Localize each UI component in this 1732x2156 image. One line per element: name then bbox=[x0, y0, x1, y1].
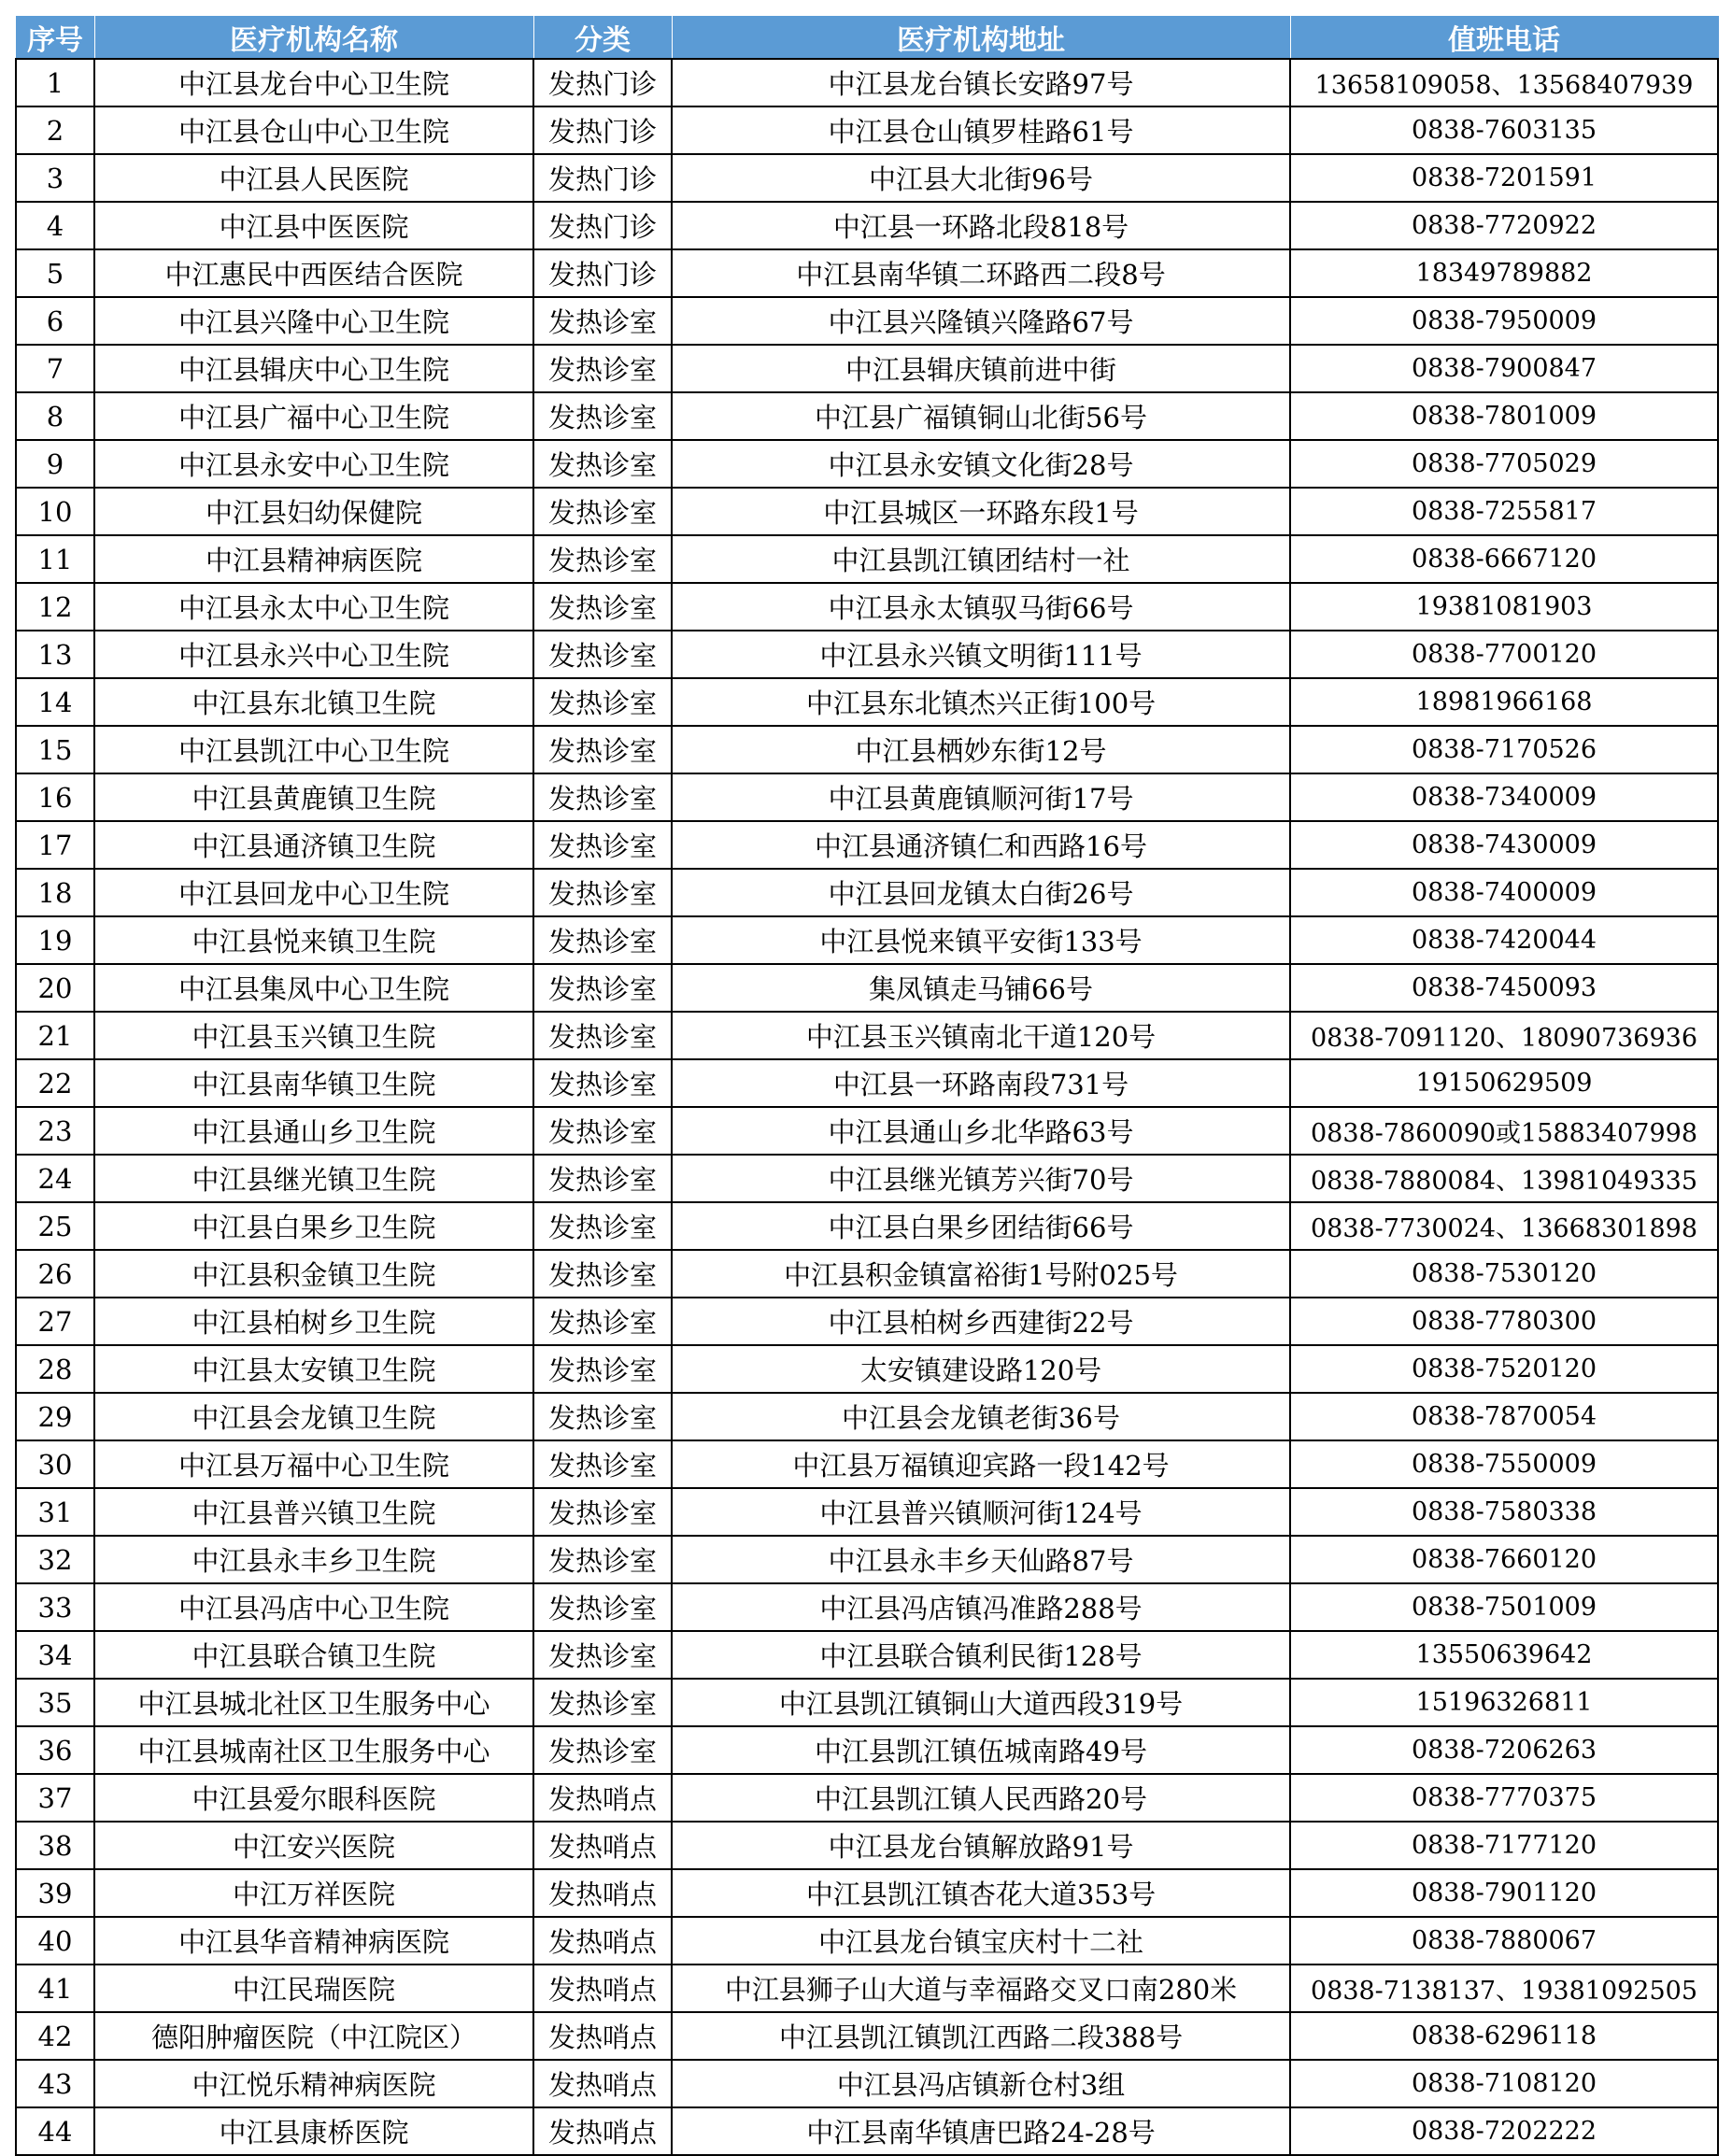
cell-institution-name: 中江民瑞医院 bbox=[94, 1965, 533, 2012]
cell-category: 发热哨点 bbox=[533, 2012, 672, 2060]
cell-address: 中江县龙台镇解放路91号 bbox=[672, 1822, 1290, 1869]
cell-category: 发热诊室 bbox=[533, 869, 672, 916]
cell-index: 10 bbox=[16, 488, 94, 535]
cell-duty-phone: 0838-7901120 bbox=[1290, 1869, 1718, 1917]
cell-duty-phone: 0838-7520120 bbox=[1290, 1345, 1718, 1393]
cell-category: 发热门诊 bbox=[533, 59, 672, 106]
cell-category: 发热诊室 bbox=[533, 1726, 672, 1774]
table-row bbox=[16, 631, 1718, 678]
header-institution-name: 医疗机构名称 bbox=[94, 17, 533, 60]
table-row bbox=[16, 1965, 1718, 2012]
cell-index: 40 bbox=[16, 1917, 94, 1965]
cell-address: 中江县凯江镇伍城南路49号 bbox=[672, 1726, 1290, 1774]
cell-category: 发热诊室 bbox=[533, 1536, 672, 1583]
cell-category: 发热诊室 bbox=[533, 726, 672, 773]
cell-institution-name: 中江县冯店中心卫生院 bbox=[94, 1583, 533, 1631]
cell-institution-name: 中江县永安中心卫生院 bbox=[94, 440, 533, 488]
cell-index: 24 bbox=[16, 1155, 94, 1202]
cell-duty-phone: 18349789882 bbox=[1290, 249, 1718, 297]
table-row bbox=[16, 773, 1718, 821]
cell-duty-phone: 0838-7801009 bbox=[1290, 392, 1718, 440]
cell-index: 44 bbox=[16, 2107, 94, 2155]
cell-address: 中江县狮子山大道与幸福路交叉口南280米 bbox=[672, 1965, 1290, 2012]
cell-category: 发热诊室 bbox=[533, 1345, 672, 1393]
table-row bbox=[16, 1917, 1718, 1965]
cell-duty-phone: 0838-7770375 bbox=[1290, 1774, 1718, 1822]
cell-index: 20 bbox=[16, 964, 94, 1012]
cell-duty-phone: 0838-7900847 bbox=[1290, 345, 1718, 392]
cell-category: 发热诊室 bbox=[533, 297, 672, 345]
table-row bbox=[16, 345, 1718, 392]
cell-category: 发热诊室 bbox=[533, 1679, 672, 1726]
cell-index: 1 bbox=[16, 59, 94, 106]
cell-category: 发热哨点 bbox=[533, 1774, 672, 1822]
cell-institution-name: 中江县城南社区卫生服务中心 bbox=[94, 1726, 533, 1774]
cell-index: 38 bbox=[16, 1822, 94, 1869]
table-row bbox=[16, 583, 1718, 631]
table-row bbox=[16, 392, 1718, 440]
cell-index: 12 bbox=[16, 583, 94, 631]
cell-category: 发热哨点 bbox=[533, 1822, 672, 1869]
cell-category: 发热诊室 bbox=[533, 440, 672, 488]
cell-index: 9 bbox=[16, 440, 94, 488]
cell-index: 31 bbox=[16, 1488, 94, 1536]
table-row bbox=[16, 249, 1718, 297]
cell-index: 41 bbox=[16, 1965, 94, 2012]
cell-institution-name: 德阳肿瘤医院（中江院区） bbox=[94, 2012, 533, 2060]
cell-index: 39 bbox=[16, 1869, 94, 1917]
table-row bbox=[16, 1345, 1718, 1393]
cell-duty-phone: 0838-7720922 bbox=[1290, 202, 1718, 249]
cell-institution-name: 中江县辑庆中心卫生院 bbox=[94, 345, 533, 392]
cell-duty-phone: 0838-7530120 bbox=[1290, 1250, 1718, 1298]
table-row bbox=[16, 916, 1718, 964]
table-row bbox=[16, 1726, 1718, 1774]
cell-duty-phone: 0838-6296118 bbox=[1290, 2012, 1718, 2060]
cell-address: 中江县南华镇二环路西二段8号 bbox=[672, 249, 1290, 297]
cell-institution-name: 中江惠民中西医结合医院 bbox=[94, 249, 533, 297]
cell-address: 中江县回龙镇太白街26号 bbox=[672, 869, 1290, 916]
cell-duty-phone: 0838-7780300 bbox=[1290, 1298, 1718, 1345]
table-row bbox=[16, 440, 1718, 488]
cell-duty-phone: 0838-7660120 bbox=[1290, 1536, 1718, 1583]
cell-category: 发热诊室 bbox=[533, 583, 672, 631]
cell-duty-phone: 0838-7870054 bbox=[1290, 1393, 1718, 1440]
cell-institution-name: 中江县积金镇卫生院 bbox=[94, 1250, 533, 1298]
cell-institution-name: 中江县永兴中心卫生院 bbox=[94, 631, 533, 678]
cell-category: 发热诊室 bbox=[533, 1059, 672, 1107]
cell-institution-name: 中江县妇幼保健院 bbox=[94, 488, 533, 535]
table-row bbox=[16, 726, 1718, 773]
cell-category: 发热诊室 bbox=[533, 1155, 672, 1202]
cell-category: 发热门诊 bbox=[533, 202, 672, 249]
cell-category: 发热诊室 bbox=[533, 1583, 672, 1631]
table-container bbox=[15, 16, 1719, 2156]
cell-index: 13 bbox=[16, 631, 94, 678]
cell-category: 发热哨点 bbox=[533, 1917, 672, 1965]
table-row bbox=[16, 1202, 1718, 1250]
cell-index: 11 bbox=[16, 535, 94, 583]
cell-duty-phone: 0838-7340009 bbox=[1290, 773, 1718, 821]
cell-index: 32 bbox=[16, 1536, 94, 1583]
cell-address: 中江县白果乡团结街66号 bbox=[672, 1202, 1290, 1250]
cell-duty-phone: 0838-7206263 bbox=[1290, 1726, 1718, 1774]
cell-institution-name: 中江县太安镇卫生院 bbox=[94, 1345, 533, 1393]
cell-category: 发热哨点 bbox=[533, 1965, 672, 2012]
cell-institution-name: 中江县普兴镇卫生院 bbox=[94, 1488, 533, 1536]
cell-institution-name: 中江县兴隆中心卫生院 bbox=[94, 297, 533, 345]
cell-institution-name: 中江县会龙镇卫生院 bbox=[94, 1393, 533, 1440]
table-row bbox=[16, 1774, 1718, 1822]
cell-address: 太安镇建设路120号 bbox=[672, 1345, 1290, 1393]
table-body bbox=[16, 59, 1718, 2155]
cell-address: 中江县栖妙东街12号 bbox=[672, 726, 1290, 773]
cell-address: 中江县大北街96号 bbox=[672, 154, 1290, 202]
cell-index: 8 bbox=[16, 392, 94, 440]
cell-address: 中江县通济镇仁和西路16号 bbox=[672, 821, 1290, 869]
table-row bbox=[16, 1583, 1718, 1631]
table-row bbox=[16, 202, 1718, 249]
cell-institution-name: 中江万祥医院 bbox=[94, 1869, 533, 1917]
cell-address: 中江县辑庆镇前进中街 bbox=[672, 345, 1290, 392]
cell-address: 中江县柏树乡西建街22号 bbox=[672, 1298, 1290, 1345]
cell-duty-phone: 0838-7177120 bbox=[1290, 1822, 1718, 1869]
table-header bbox=[16, 17, 1718, 60]
cell-address: 中江县冯店镇冯准路288号 bbox=[672, 1583, 1290, 1631]
table-row bbox=[16, 1155, 1718, 1202]
cell-institution-name: 中江县精神病医院 bbox=[94, 535, 533, 583]
cell-institution-name: 中江县人民医院 bbox=[94, 154, 533, 202]
cell-category: 发热诊室 bbox=[533, 631, 672, 678]
cell-duty-phone: 0838-7603135 bbox=[1290, 106, 1718, 154]
cell-institution-name: 中江悦乐精神病医院 bbox=[94, 2060, 533, 2107]
cell-duty-phone: 0838-7201591 bbox=[1290, 154, 1718, 202]
cell-duty-phone: 0838-7255817 bbox=[1290, 488, 1718, 535]
cell-index: 22 bbox=[16, 1059, 94, 1107]
cell-category: 发热诊室 bbox=[533, 1202, 672, 1250]
cell-category: 发热诊室 bbox=[533, 1393, 672, 1440]
cell-institution-name: 中江县仓山中心卫生院 bbox=[94, 106, 533, 154]
cell-address: 中江县永安镇文化街28号 bbox=[672, 440, 1290, 488]
cell-duty-phone: 19381081903 bbox=[1290, 583, 1718, 631]
cell-address: 中江县永兴镇文明街111号 bbox=[672, 631, 1290, 678]
cell-institution-name: 中江安兴医院 bbox=[94, 1822, 533, 1869]
cell-institution-name: 中江县通济镇卫生院 bbox=[94, 821, 533, 869]
table-row bbox=[16, 1393, 1718, 1440]
cell-duty-phone: 19150629509 bbox=[1290, 1059, 1718, 1107]
cell-duty-phone: 0838-7400009 bbox=[1290, 869, 1718, 916]
cell-institution-name: 中江县龙台中心卫生院 bbox=[94, 59, 533, 106]
table-row bbox=[16, 535, 1718, 583]
cell-index: 30 bbox=[16, 1440, 94, 1488]
header-row bbox=[16, 17, 1718, 60]
table-row bbox=[16, 1536, 1718, 1583]
cell-address: 中江县凯江镇杏花大道353号 bbox=[672, 1869, 1290, 1917]
header-category: 分类 bbox=[533, 17, 672, 60]
table-row bbox=[16, 2107, 1718, 2155]
table-row bbox=[16, 1869, 1718, 1917]
cell-category: 发热诊室 bbox=[533, 535, 672, 583]
cell-address: 中江县龙台镇长安路97号 bbox=[672, 59, 1290, 106]
cell-address: 中江县永太镇驭马街66号 bbox=[672, 583, 1290, 631]
cell-category: 发热诊室 bbox=[533, 488, 672, 535]
table-row bbox=[16, 106, 1718, 154]
cell-index: 35 bbox=[16, 1679, 94, 1726]
cell-duty-phone: 18981966168 bbox=[1290, 678, 1718, 726]
cell-index: 18 bbox=[16, 869, 94, 916]
cell-address: 中江县凯江镇凯江西路二段388号 bbox=[672, 2012, 1290, 2060]
cell-category: 发热哨点 bbox=[533, 2107, 672, 2155]
cell-category: 发热诊室 bbox=[533, 916, 672, 964]
cell-institution-name: 中江县永丰乡卫生院 bbox=[94, 1536, 533, 1583]
table-row bbox=[16, 2060, 1718, 2107]
cell-duty-phone: 0838-7138137、19381092505 bbox=[1290, 1965, 1718, 2012]
cell-address: 中江县一环路南段731号 bbox=[672, 1059, 1290, 1107]
cell-institution-name: 中江县南华镇卫生院 bbox=[94, 1059, 533, 1107]
cell-index: 5 bbox=[16, 249, 94, 297]
cell-category: 发热门诊 bbox=[533, 249, 672, 297]
cell-address: 中江县龙台镇宝庆村十二社 bbox=[672, 1917, 1290, 1965]
cell-address: 中江县冯店镇新仓村3组 bbox=[672, 2060, 1290, 2107]
fever-clinic-table bbox=[15, 16, 1719, 2156]
cell-index: 15 bbox=[16, 726, 94, 773]
cell-institution-name: 中江县康桥医院 bbox=[94, 2107, 533, 2155]
cell-duty-phone: 0838-6667120 bbox=[1290, 535, 1718, 583]
cell-address: 中江县玉兴镇南北干道120号 bbox=[672, 1012, 1290, 1059]
cell-address: 中江县积金镇富裕街1号附025号 bbox=[672, 1250, 1290, 1298]
cell-address: 中江县一环路北段818号 bbox=[672, 202, 1290, 249]
cell-index: 42 bbox=[16, 2012, 94, 2060]
cell-duty-phone: 0838-7880084、13981049335 bbox=[1290, 1155, 1718, 1202]
cell-institution-name: 中江县爱尔眼科医院 bbox=[94, 1774, 533, 1822]
header-duty-phone: 值班电话 bbox=[1290, 17, 1718, 60]
cell-index: 28 bbox=[16, 1345, 94, 1393]
cell-institution-name: 中江县集凤中心卫生院 bbox=[94, 964, 533, 1012]
table-row bbox=[16, 1822, 1718, 1869]
cell-institution-name: 中江县万福中心卫生院 bbox=[94, 1440, 533, 1488]
header-address: 医疗机构地址 bbox=[672, 17, 1290, 60]
cell-duty-phone: 0838-7450093 bbox=[1290, 964, 1718, 1012]
cell-category: 发热诊室 bbox=[533, 1631, 672, 1679]
cell-index: 26 bbox=[16, 1250, 94, 1298]
cell-duty-phone: 0838-7501009 bbox=[1290, 1583, 1718, 1631]
cell-index: 14 bbox=[16, 678, 94, 726]
table-row bbox=[16, 1250, 1718, 1298]
cell-category: 发热哨点 bbox=[533, 1869, 672, 1917]
cell-duty-phone: 0838-7705029 bbox=[1290, 440, 1718, 488]
cell-address: 中江县南华镇唐巴路24-28号 bbox=[672, 2107, 1290, 2155]
cell-duty-phone: 0838-7202222 bbox=[1290, 2107, 1718, 2155]
cell-address: 中江县悦来镇平安街133号 bbox=[672, 916, 1290, 964]
cell-category: 发热诊室 bbox=[533, 1298, 672, 1345]
cell-category: 发热诊室 bbox=[533, 345, 672, 392]
cell-institution-name: 中江县玉兴镇卫生院 bbox=[94, 1012, 533, 1059]
cell-institution-name: 中江县凯江中心卫生院 bbox=[94, 726, 533, 773]
table-row bbox=[16, 1488, 1718, 1536]
table-row bbox=[16, 1059, 1718, 1107]
cell-duty-phone: 0838-7420044 bbox=[1290, 916, 1718, 964]
cell-index: 34 bbox=[16, 1631, 94, 1679]
table-row bbox=[16, 1298, 1718, 1345]
cell-category: 发热诊室 bbox=[533, 392, 672, 440]
cell-institution-name: 中江县继光镇卫生院 bbox=[94, 1155, 533, 1202]
cell-index: 29 bbox=[16, 1393, 94, 1440]
cell-category: 发热诊室 bbox=[533, 1107, 672, 1155]
table-row bbox=[16, 964, 1718, 1012]
cell-institution-name: 中江县白果乡卫生院 bbox=[94, 1202, 533, 1250]
cell-duty-phone: 0838-7700120 bbox=[1290, 631, 1718, 678]
cell-address: 中江县万福镇迎宾路一段142号 bbox=[672, 1440, 1290, 1488]
cell-category: 发热诊室 bbox=[533, 1012, 672, 1059]
cell-institution-name: 中江县中医医院 bbox=[94, 202, 533, 249]
cell-institution-name: 中江县永太中心卫生院 bbox=[94, 583, 533, 631]
cell-address: 中江县广福镇铜山北街56号 bbox=[672, 392, 1290, 440]
cell-index: 37 bbox=[16, 1774, 94, 1822]
cell-category: 发热哨点 bbox=[533, 2060, 672, 2107]
cell-category: 发热门诊 bbox=[533, 106, 672, 154]
table-row bbox=[16, 1631, 1718, 1679]
cell-institution-name: 中江县黄鹿镇卫生院 bbox=[94, 773, 533, 821]
cell-address: 中江县会龙镇老街36号 bbox=[672, 1393, 1290, 1440]
cell-category: 发热门诊 bbox=[533, 154, 672, 202]
cell-address: 中江县普兴镇顺河街124号 bbox=[672, 1488, 1290, 1536]
cell-address: 中江县凯江镇团结村一社 bbox=[672, 535, 1290, 583]
cell-index: 6 bbox=[16, 297, 94, 345]
cell-duty-phone: 13658109058、13568407939 bbox=[1290, 59, 1718, 106]
cell-duty-phone: 0838-7550009 bbox=[1290, 1440, 1718, 1488]
cell-duty-phone: 13550639642 bbox=[1290, 1631, 1718, 1679]
cell-index: 33 bbox=[16, 1583, 94, 1631]
cell-duty-phone: 0838-7880067 bbox=[1290, 1917, 1718, 1965]
cell-category: 发热诊室 bbox=[533, 821, 672, 869]
cell-institution-name: 中江县通山乡卫生院 bbox=[94, 1107, 533, 1155]
cell-index: 36 bbox=[16, 1726, 94, 1774]
cell-institution-name: 中江县城北社区卫生服务中心 bbox=[94, 1679, 533, 1726]
cell-index: 43 bbox=[16, 2060, 94, 2107]
cell-index: 3 bbox=[16, 154, 94, 202]
table-row bbox=[16, 1107, 1718, 1155]
cell-category: 发热诊室 bbox=[533, 678, 672, 726]
cell-duty-phone: 0838-7170526 bbox=[1290, 726, 1718, 773]
cell-institution-name: 中江县柏树乡卫生院 bbox=[94, 1298, 533, 1345]
cell-duty-phone: 0838-7580338 bbox=[1290, 1488, 1718, 1536]
cell-institution-name: 中江县回龙中心卫生院 bbox=[94, 869, 533, 916]
cell-index: 2 bbox=[16, 106, 94, 154]
cell-institution-name: 中江县广福中心卫生院 bbox=[94, 392, 533, 440]
table-row bbox=[16, 678, 1718, 726]
cell-institution-name: 中江县东北镇卫生院 bbox=[94, 678, 533, 726]
cell-index: 25 bbox=[16, 1202, 94, 1250]
cell-address: 中江县东北镇杰兴正街100号 bbox=[672, 678, 1290, 726]
cell-duty-phone: 15196326811 bbox=[1290, 1679, 1718, 1726]
cell-category: 发热诊室 bbox=[533, 773, 672, 821]
cell-address: 中江县城区一环路东段1号 bbox=[672, 488, 1290, 535]
cell-index: 21 bbox=[16, 1012, 94, 1059]
table-row bbox=[16, 1679, 1718, 1726]
table-row bbox=[16, 821, 1718, 869]
cell-address: 中江县凯江镇铜山大道西段319号 bbox=[672, 1679, 1290, 1726]
cell-institution-name: 中江县悦来镇卫生院 bbox=[94, 916, 533, 964]
cell-address: 中江县黄鹿镇顺河街17号 bbox=[672, 773, 1290, 821]
table-row bbox=[16, 1012, 1718, 1059]
cell-duty-phone: 0838-7091120、18090736936 bbox=[1290, 1012, 1718, 1059]
cell-duty-phone: 0838-7860090或15883407998 bbox=[1290, 1107, 1718, 1155]
cell-institution-name: 中江县华音精神病医院 bbox=[94, 1917, 533, 1965]
header-index: 序号 bbox=[16, 17, 94, 60]
cell-category: 发热诊室 bbox=[533, 1440, 672, 1488]
cell-duty-phone: 0838-7108120 bbox=[1290, 2060, 1718, 2107]
cell-index: 27 bbox=[16, 1298, 94, 1345]
table-row bbox=[16, 1440, 1718, 1488]
cell-address: 中江县联合镇利民街128号 bbox=[672, 1631, 1290, 1679]
cell-address: 中江县凯江镇人民西路20号 bbox=[672, 1774, 1290, 1822]
cell-institution-name: 中江县联合镇卫生院 bbox=[94, 1631, 533, 1679]
cell-address: 中江县通山乡北华路63号 bbox=[672, 1107, 1290, 1155]
cell-category: 发热诊室 bbox=[533, 1250, 672, 1298]
cell-index: 17 bbox=[16, 821, 94, 869]
table-row bbox=[16, 488, 1718, 535]
table-row bbox=[16, 2012, 1718, 2060]
cell-duty-phone: 0838-7950009 bbox=[1290, 297, 1718, 345]
cell-duty-phone: 0838-7730024、13668301898 bbox=[1290, 1202, 1718, 1250]
cell-duty-phone: 0838-7430009 bbox=[1290, 821, 1718, 869]
cell-category: 发热诊室 bbox=[533, 964, 672, 1012]
cell-address: 中江县继光镇芳兴街70号 bbox=[672, 1155, 1290, 1202]
cell-index: 4 bbox=[16, 202, 94, 249]
cell-address: 中江县兴隆镇兴隆路67号 bbox=[672, 297, 1290, 345]
cell-index: 7 bbox=[16, 345, 94, 392]
cell-index: 16 bbox=[16, 773, 94, 821]
table-row bbox=[16, 154, 1718, 202]
cell-address: 中江县仓山镇罗桂路61号 bbox=[672, 106, 1290, 154]
cell-address: 中江县永丰乡天仙路87号 bbox=[672, 1536, 1290, 1583]
cell-index: 19 bbox=[16, 916, 94, 964]
table-row bbox=[16, 297, 1718, 345]
cell-index: 23 bbox=[16, 1107, 94, 1155]
cell-address: 集凤镇走马铺66号 bbox=[672, 964, 1290, 1012]
table-row bbox=[16, 869, 1718, 916]
table-row bbox=[16, 59, 1718, 106]
cell-category: 发热诊室 bbox=[533, 1488, 672, 1536]
